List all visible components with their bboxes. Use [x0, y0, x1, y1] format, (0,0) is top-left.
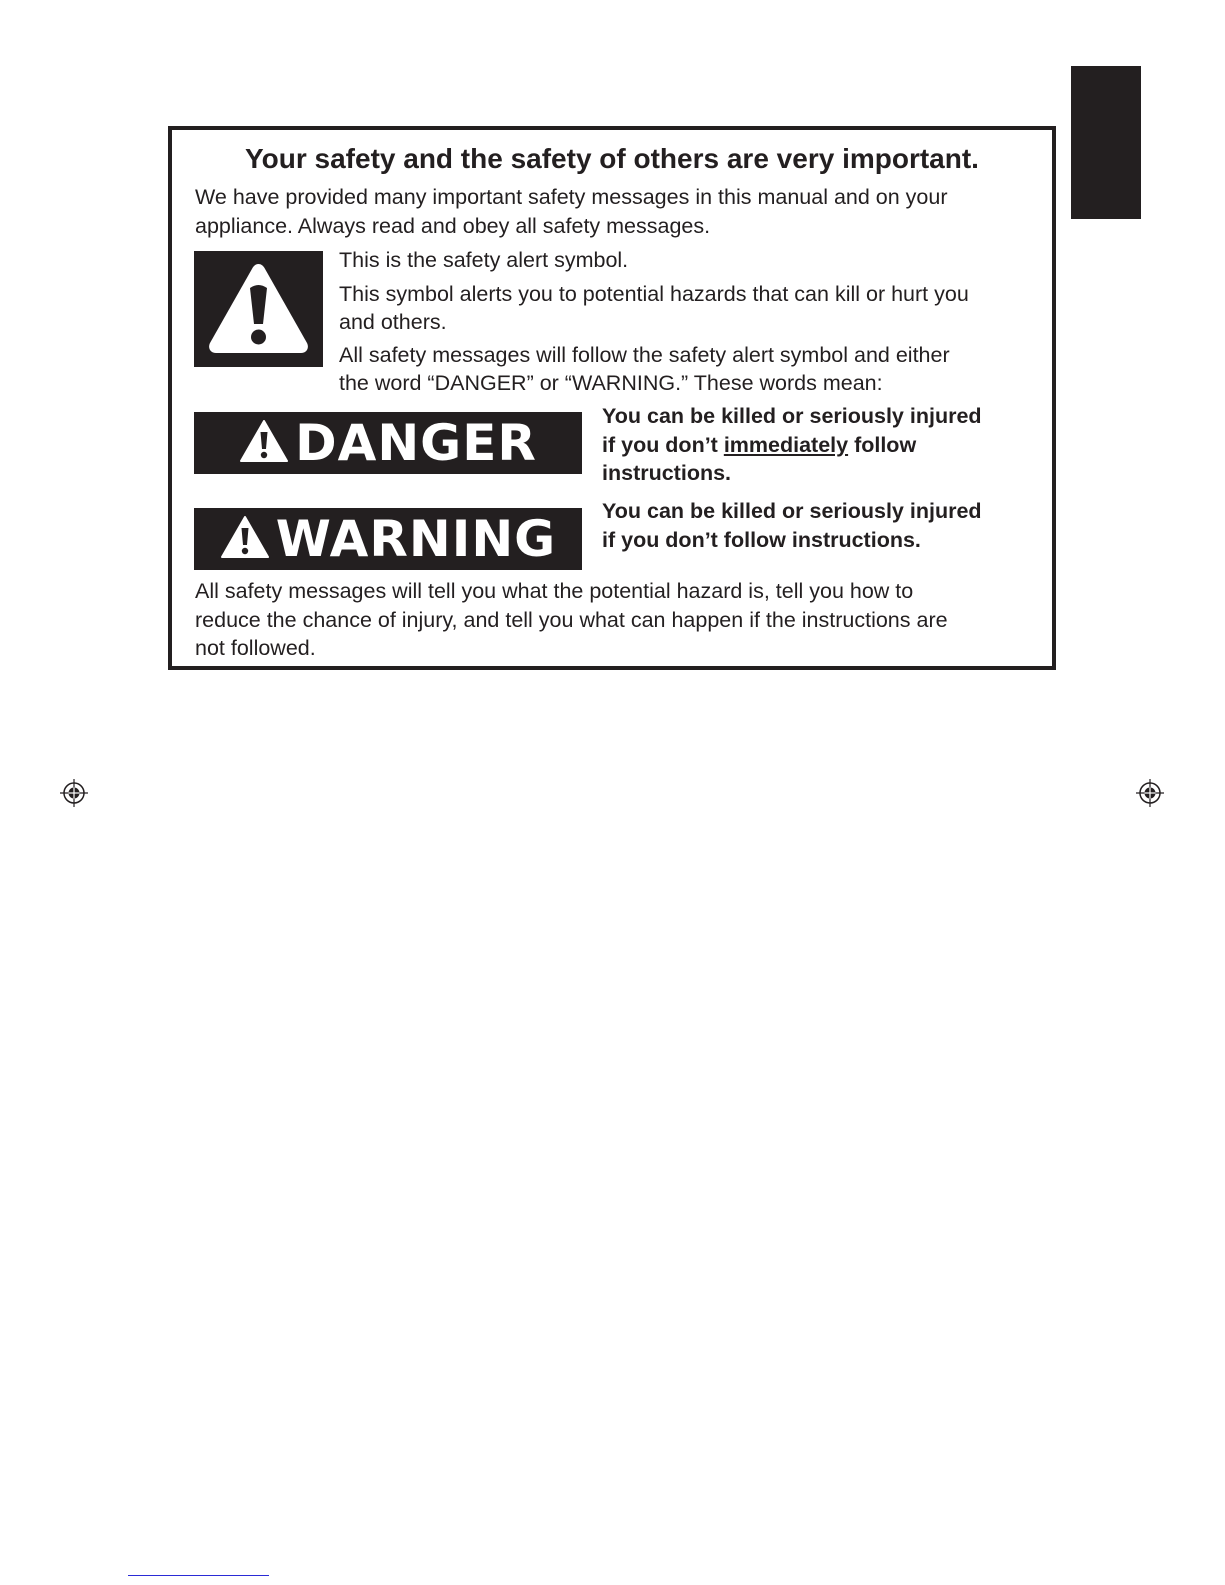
alert-symbol-description: and others.: [339, 310, 447, 334]
footer-line: reduce the chance of injury, and tell you what can happen if the instructions are: [195, 607, 948, 632]
danger-description-text: follow: [848, 432, 917, 457]
intro-line: We have provided many important safety messages in this manual and on your: [195, 185, 948, 209]
alert-symbol-description: This symbol alerts you to potential hazards that can kill or hurt you: [339, 282, 969, 306]
warning-description-line: if you don’t follow instructions.: [602, 527, 921, 552]
danger-description-line: You can be killed or seriously injured: [602, 404, 982, 428]
danger-description-line: [602, 431, 1042, 460]
warning-banner: [194, 508, 582, 570]
language-side-tab: [1071, 66, 1141, 219]
danger-emphasis: immediately: [723, 432, 849, 457]
alert-symbol-caption: This is the safety alert symbol.: [339, 248, 629, 272]
warning-description: [602, 497, 1042, 554]
signal-words-intro: the word “DANGER” or “WARNING.” These words mean:: [339, 371, 883, 395]
danger-signal-word: DANGER: [295, 414, 537, 472]
warning-signal-word: WARNING: [275, 510, 557, 568]
safety-notice-box: [168, 126, 1056, 670]
warning-description-line: You can be killed or seriously injured: [602, 499, 982, 523]
safety-intro: [195, 183, 1035, 240]
registration-crosshair-icon: [59, 778, 89, 808]
warning-alert-icon: [220, 515, 270, 564]
safety-alert-triangle-icon: [194, 251, 323, 367]
registration-crosshair-icon: [1135, 778, 1165, 808]
danger-description-text: if you don’t: [602, 432, 724, 457]
bottom-rule: [128, 1575, 269, 1576]
intro-line: appliance. Always read and obey all safety messages.: [195, 213, 711, 238]
footer-line: not followed.: [195, 636, 316, 660]
signal-words-intro: All safety messages will follow the safety alert symbol and either: [339, 343, 950, 367]
danger-description: [602, 402, 1042, 488]
safety-footer: [195, 577, 1035, 663]
safety-heading: Your safety and the safety of others are very important.: [245, 143, 979, 174]
danger-banner: [194, 412, 582, 474]
danger-alert-icon: [239, 419, 289, 468]
danger-description-line: instructions.: [602, 461, 732, 485]
footer-line: All safety messages will tell you what the potential hazard is, tell you how to: [195, 579, 914, 603]
